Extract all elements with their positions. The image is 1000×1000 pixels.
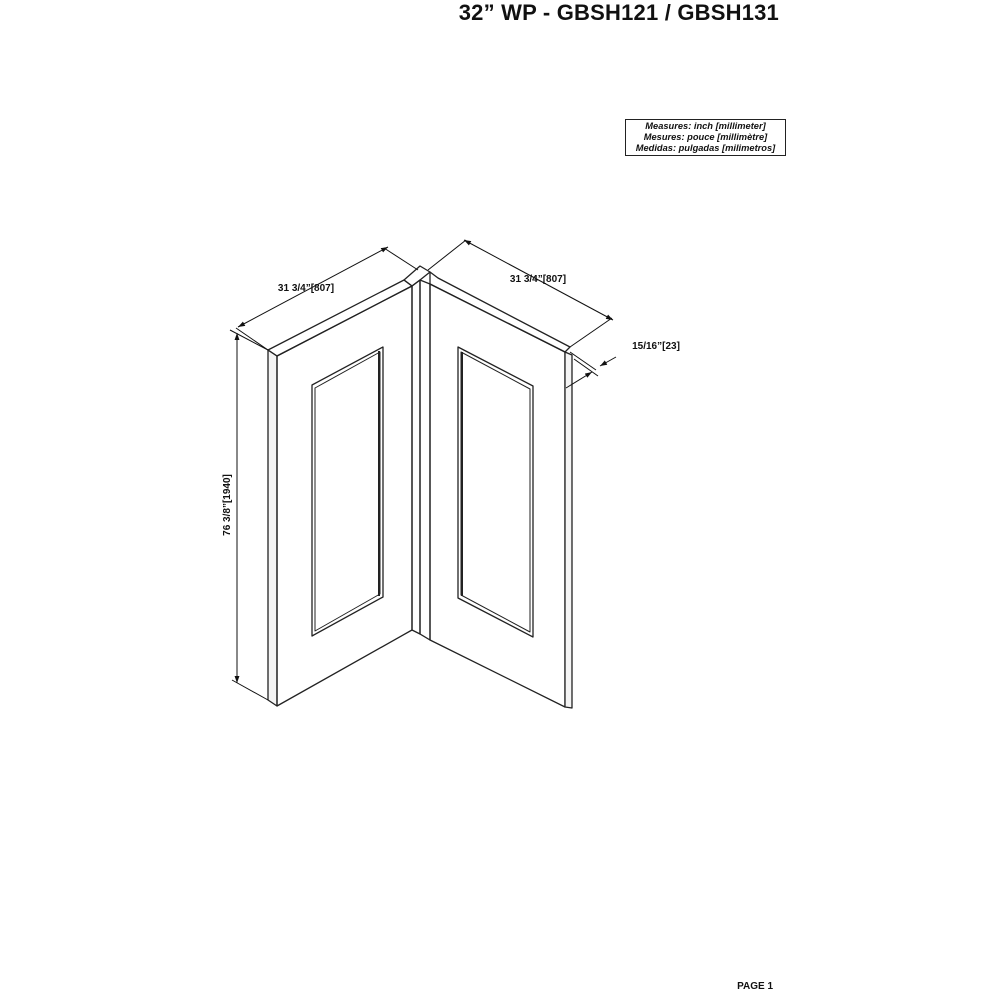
left-door-side-edge <box>268 350 277 706</box>
corner-post <box>404 266 430 640</box>
page-title: 32” WP - GBSH121 / GBSH131 <box>458 0 779 25</box>
left-width-extension-a <box>236 328 268 350</box>
right-door-side-edge <box>565 352 572 708</box>
corner-post-right-face <box>420 280 430 640</box>
thickness-dimension-leader <box>600 357 616 366</box>
right-width-extension-a <box>428 240 466 270</box>
right-door-panel <box>430 272 572 708</box>
thickness-extension-a <box>570 352 596 370</box>
height-label: 76 3/8”[1940] <box>222 474 233 536</box>
dimension-lines <box>230 240 616 700</box>
left-door-raised-panel <box>312 347 383 636</box>
corner-post-left-face <box>412 280 420 634</box>
page-number: PAGE 1 <box>737 981 773 992</box>
left-width-extension-b <box>384 248 418 270</box>
right-door-raised-panel <box>458 347 533 637</box>
units-legend-line-en: Measures: inch [millimeter] <box>645 121 766 131</box>
right-width-label: 31 3/4”[807] <box>509 274 567 285</box>
right-door-panel-inner <box>461 352 530 632</box>
units-legend-line-fr: Mesures: pouce [millimètre] <box>643 132 768 142</box>
right-width-extension-b <box>570 318 612 347</box>
thickness-extension-b <box>574 359 598 376</box>
left-door-panel <box>268 280 412 706</box>
thickness-label: 15/16”[23] <box>632 341 680 352</box>
left-door-panel-inner <box>315 352 380 631</box>
left-door-face <box>277 286 412 706</box>
right-door-face <box>430 284 565 707</box>
left-width-label: 31 3/4”[807] <box>277 283 335 294</box>
height-extension-top <box>230 330 268 350</box>
units-legend-line-es: Medidas: pulgadas [milimetros] <box>635 143 776 153</box>
